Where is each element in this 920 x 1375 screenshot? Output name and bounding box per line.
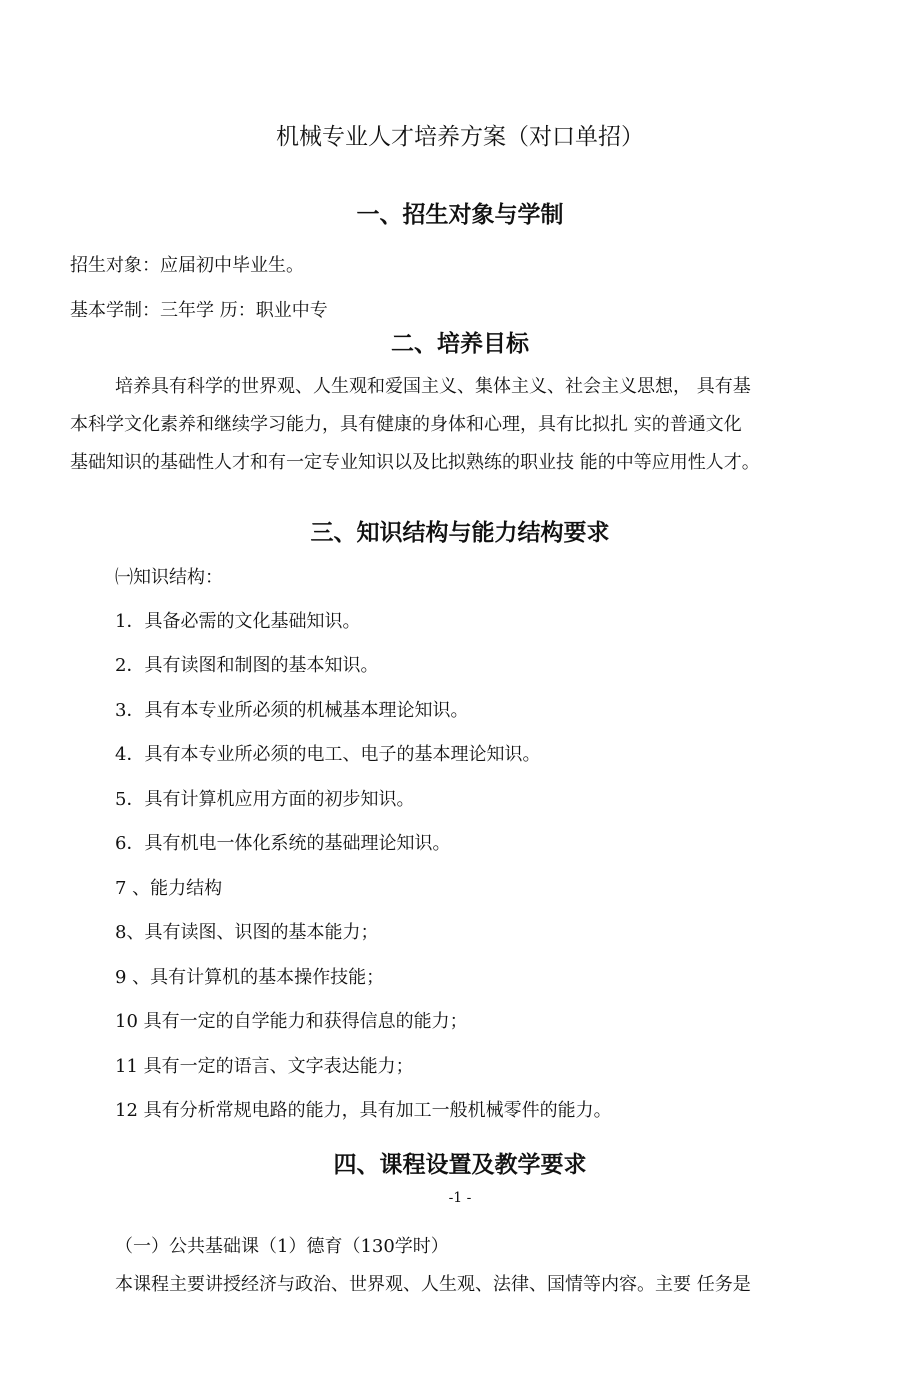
list-item: 1．具备必需的文化基础知识。 — [115, 611, 361, 632]
list-item: 11 具有一定的语言、文字表达能力； — [115, 1056, 414, 1077]
section4-heading: 四、课程设置及教学要求 — [333, 1152, 587, 1178]
list-item: 9 、具有计算机的基本操作技能； — [115, 967, 385, 988]
list-item: 6．具有机电一体化系统的基础理论知识。 — [115, 833, 451, 854]
section1-heading: 一、招生对象与学制 — [356, 202, 564, 228]
list-item: 10 具有一定的自学能力和获得信息的能力； — [115, 1011, 468, 1032]
list-item: 2．具有读图和制图的基本知识。 — [115, 655, 379, 676]
list-item: 8、具有读图、识图的基本能力； — [115, 922, 379, 943]
list-item: 5．具有计算机应用方面的初步知识。 — [115, 789, 415, 810]
study-system: 基本学制：三年学 历：职业中专 — [70, 300, 328, 321]
page-number: -1 - — [448, 1190, 472, 1206]
training-goal-paragraph — [70, 368, 870, 482]
ability-structure-label: 7 、能力结构 — [115, 878, 223, 899]
list-item: 12 具有分析常规电路的能力，具有加工一般机械零件的能力。 — [115, 1100, 612, 1121]
goal-line-2: 本科学文化素养和继续学习能力，具有健康的身体和心理，具有比拟扎 实的普通文化 — [70, 414, 742, 435]
enrollment-target: 招生对象：应届初中毕业生。 — [70, 255, 304, 276]
list-item: 3．具有本专业所必须的机械基本理论知识。 — [115, 700, 469, 721]
section2-heading: 二、培养目标 — [391, 331, 529, 357]
list-item: 4．具有本专业所必须的电工、电子的基本理论知识。 — [115, 744, 541, 765]
goal-line-3: 基础知识的基础性人才和有一定专业知识以及比拟熟练的职业技 能的中等应用性人才。 — [70, 452, 760, 473]
section3-heading: 三、知识结构与能力结构要求 — [310, 520, 610, 546]
goal-line-1: 培养具有科学的世界观、人生观和爱国主义、集体主义、社会主义思想， 具有基 — [115, 376, 751, 397]
knowledge-structure-label: ㈠知识结构： — [115, 567, 223, 588]
public-course-subheading: （一）公共基础课（1）德育（130学时） — [115, 1236, 449, 1257]
document-title: 机械专业人才培养方案（对口单招） — [276, 124, 644, 150]
course-description: 本课程主要讲授经济与政治、世界观、人生观、法律、国情等内容。主要 任务是 — [115, 1274, 751, 1295]
